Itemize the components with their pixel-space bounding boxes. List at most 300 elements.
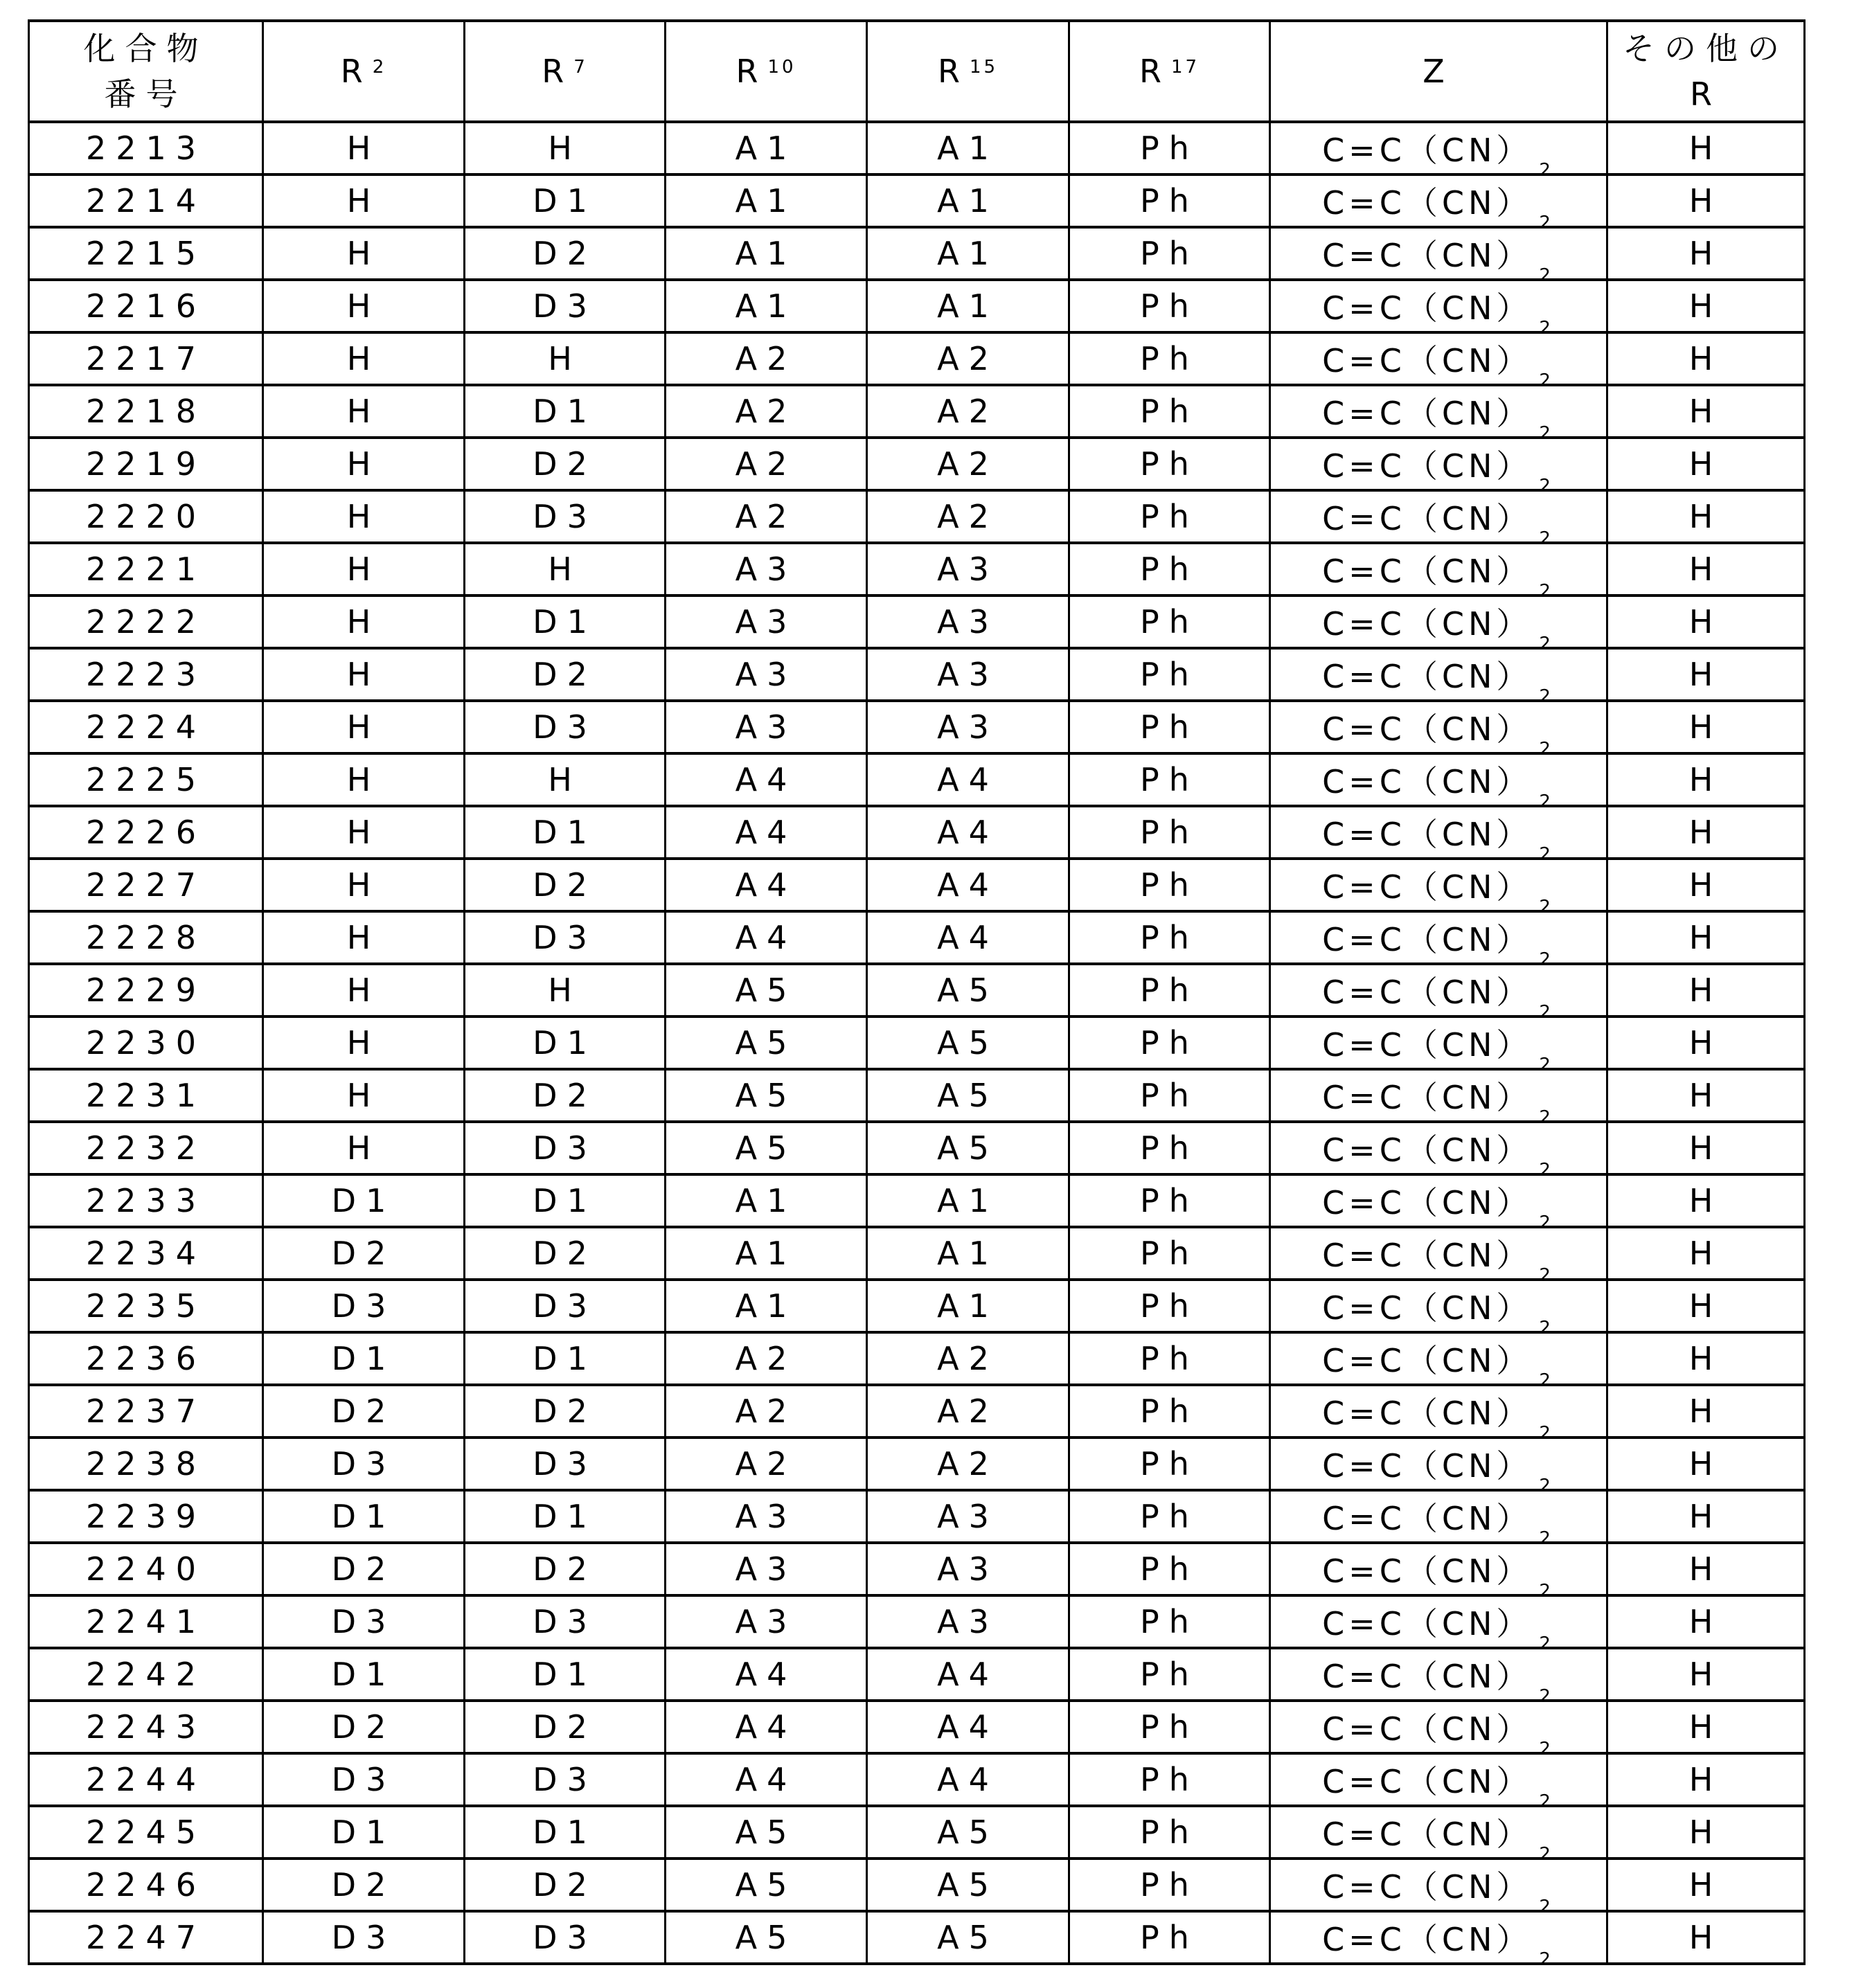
z-subscript: 2 [1539, 1949, 1555, 1970]
cell-r10: A1 [666, 1280, 867, 1332]
cell-compound-number: 2227 [29, 859, 263, 911]
cell-r15: A1 [867, 174, 1069, 227]
z-subscript: 2 [1539, 1002, 1555, 1023]
cell-other-r: H [1607, 1595, 1805, 1648]
cell-r17: Ph [1069, 543, 1270, 595]
cell-r17: Ph [1069, 227, 1270, 280]
z-main: C=C（CN） [1322, 921, 1532, 958]
cell-r10: A4 [666, 911, 867, 964]
cell-r17: Ph [1069, 701, 1270, 753]
cell-compound-number: 2225 [29, 753, 263, 806]
cell-z [1270, 1911, 1607, 1964]
cell-r17: Ph [1069, 1174, 1270, 1227]
cell-z [1270, 1753, 1607, 1806]
table-row [29, 438, 1805, 490]
header-other-r [1607, 21, 1805, 122]
cell-r7: D1 [465, 1174, 666, 1227]
cell-r2: D1 [263, 1648, 465, 1701]
cell-r17: Ph [1069, 1648, 1270, 1701]
cell-r10: A1 [666, 280, 867, 332]
cell-other-r: H [1607, 1017, 1805, 1069]
cell-r17: Ph [1069, 1280, 1270, 1332]
cell-z [1270, 1385, 1607, 1438]
header-line: その他の [1623, 30, 1789, 67]
cell-r10: A4 [666, 1701, 867, 1753]
table-row [29, 859, 1805, 911]
cell-r7: D1 [465, 174, 666, 227]
cell-compound-number: 2247 [29, 1911, 263, 1964]
cell-other-r: H [1607, 174, 1805, 227]
z-subscript: 2 [1539, 370, 1555, 391]
z-main: C=C（CN） [1322, 605, 1532, 643]
cell-compound-number: 2244 [29, 1753, 263, 1806]
z-subscript: 2 [1539, 791, 1555, 812]
cell-other-r: H [1607, 1332, 1805, 1385]
z-main: C=C（CN） [1322, 1184, 1532, 1221]
cell-r2: H [263, 701, 465, 753]
cell-r2: D2 [263, 1543, 465, 1595]
table-row [29, 1227, 1805, 1280]
z-subscript: 2 [1539, 949, 1555, 970]
z-main: C=C（CN） [1322, 553, 1532, 590]
cell-r15: A3 [867, 648, 1069, 701]
cell-r7: D3 [465, 1438, 666, 1490]
cell-other-r: H [1607, 1911, 1805, 1964]
table-row [29, 1017, 1805, 1069]
cell-r17: Ph [1069, 753, 1270, 806]
cell-other-r: H [1607, 438, 1805, 490]
cell-other-r: H [1607, 1122, 1805, 1174]
cell-r10: A1 [666, 174, 867, 227]
cell-r2: D3 [263, 1911, 465, 1964]
table-row [29, 1122, 1805, 1174]
cell-r17: Ph [1069, 332, 1270, 385]
cell-r15: A4 [867, 1648, 1069, 1701]
cell-z [1270, 280, 1607, 332]
cell-r7: D2 [465, 1543, 666, 1595]
cell-z [1270, 1859, 1607, 1911]
cell-z [1270, 595, 1607, 648]
cell-r15: A5 [867, 1069, 1069, 1122]
cell-compound-number: 2228 [29, 911, 263, 964]
cell-r2: H [263, 490, 465, 543]
cell-other-r: H [1607, 1174, 1805, 1227]
cell-r2: D1 [263, 1806, 465, 1859]
cell-r15: A2 [867, 1332, 1069, 1385]
cell-z [1270, 1227, 1607, 1280]
cell-r2: D1 [263, 1174, 465, 1227]
z-main: C=C（CN） [1322, 184, 1532, 222]
header-r2 [263, 21, 465, 122]
cell-r15: A4 [867, 1753, 1069, 1806]
cell-r7: H [465, 122, 666, 174]
cell-r17: Ph [1069, 1701, 1270, 1753]
cell-compound-number: 2242 [29, 1648, 263, 1701]
cell-r17: Ph [1069, 1753, 1270, 1806]
z-subscript: 2 [1539, 1791, 1555, 1812]
z-subscript: 2 [1539, 528, 1555, 549]
table-body [29, 122, 1805, 1964]
cell-r15: A3 [867, 1543, 1069, 1595]
z-subscript: 2 [1539, 1528, 1555, 1549]
z-main: C=C（CN） [1322, 447, 1532, 485]
cell-r10: A4 [666, 753, 867, 806]
header-line: 番号 [105, 75, 188, 113]
table-row [29, 1701, 1805, 1753]
cell-r15: A1 [867, 227, 1069, 280]
header-base: R [938, 53, 970, 90]
cell-compound-number: 2213 [29, 122, 263, 174]
z-main: C=C（CN） [1322, 132, 1532, 169]
cell-other-r: H [1607, 1280, 1805, 1332]
cell-compound-number: 2238 [29, 1438, 263, 1490]
cell-z [1270, 1017, 1607, 1069]
cell-r10: A3 [666, 595, 867, 648]
z-main: C=C（CN） [1322, 1921, 1532, 1958]
header-r7 [465, 21, 666, 122]
z-main: C=C（CN） [1322, 1447, 1532, 1485]
cell-r15: A3 [867, 595, 1069, 648]
z-subscript: 2 [1539, 1160, 1555, 1181]
table-row [29, 1385, 1805, 1438]
cell-other-r: H [1607, 1543, 1805, 1595]
cell-z [1270, 385, 1607, 438]
z-main: C=C（CN） [1322, 868, 1532, 906]
z-subscript: 2 [1539, 1897, 1555, 1917]
cell-r17: Ph [1069, 859, 1270, 911]
cell-r7: D2 [465, 1227, 666, 1280]
cell-other-r: H [1607, 595, 1805, 648]
cell-r2: D3 [263, 1595, 465, 1648]
table-row [29, 648, 1805, 701]
table-row [29, 227, 1805, 280]
table-row [29, 701, 1805, 753]
cell-r2: H [263, 438, 465, 490]
cell-r7: D1 [465, 1806, 666, 1859]
cell-r7: D2 [465, 1385, 666, 1438]
z-subscript: 2 [1539, 739, 1555, 760]
z-subscript: 2 [1539, 581, 1555, 602]
cell-r2: H [263, 648, 465, 701]
cell-r2: D2 [263, 1385, 465, 1438]
header-compound-number [29, 21, 263, 122]
table-row [29, 911, 1805, 964]
cell-r15: A3 [867, 1595, 1069, 1648]
cell-r2: H [263, 543, 465, 595]
cell-compound-number: 2237 [29, 1385, 263, 1438]
cell-r2: H [263, 753, 465, 806]
cell-r15: A4 [867, 859, 1069, 911]
cell-r10: A3 [666, 701, 867, 753]
table-row [29, 1332, 1805, 1385]
cell-r17: Ph [1069, 1385, 1270, 1438]
cell-compound-number: 2221 [29, 543, 263, 595]
cell-r17: Ph [1069, 806, 1270, 859]
cell-compound-number: 2224 [29, 701, 263, 753]
header-line: 化合物 [84, 30, 208, 67]
cell-r17: Ph [1069, 490, 1270, 543]
table-row [29, 1543, 1805, 1595]
cell-r17: Ph [1069, 1069, 1270, 1122]
table-row [29, 806, 1805, 859]
header-sup: 7 [573, 57, 588, 78]
cell-r17: Ph [1069, 122, 1270, 174]
cell-other-r: H [1607, 911, 1805, 964]
cell-r10: A4 [666, 1648, 867, 1701]
cell-z [1270, 1806, 1607, 1859]
z-subscript: 2 [1539, 1370, 1555, 1391]
header-base: R [542, 53, 573, 90]
header-base: R [736, 53, 767, 90]
table-row [29, 1280, 1805, 1332]
header-sup: 15 [970, 57, 998, 78]
cell-compound-number: 2236 [29, 1332, 263, 1385]
table-row [29, 1753, 1805, 1806]
cell-compound-number: 2245 [29, 1806, 263, 1859]
cell-compound-number: 2243 [29, 1701, 263, 1753]
cell-compound-number: 2232 [29, 1122, 263, 1174]
cell-r7: D1 [465, 1648, 666, 1701]
header-r10 [666, 21, 867, 122]
cell-compound-number: 2234 [29, 1227, 263, 1280]
z-main: C=C（CN） [1322, 1237, 1532, 1274]
cell-r10: A3 [666, 1490, 867, 1543]
cell-z [1270, 1122, 1607, 1174]
cell-compound-number: 2240 [29, 1543, 263, 1595]
cell-z [1270, 1543, 1607, 1595]
cell-other-r: H [1607, 332, 1805, 385]
z-subscript: 2 [1539, 634, 1555, 654]
cell-r17: Ph [1069, 1017, 1270, 1069]
cell-compound-number: 2220 [29, 490, 263, 543]
table-row [29, 1490, 1805, 1543]
cell-r15: A3 [867, 701, 1069, 753]
cell-r10: A3 [666, 648, 867, 701]
cell-compound-number: 2219 [29, 438, 263, 490]
cell-z [1270, 753, 1607, 806]
header-sup: 17 [1171, 57, 1200, 78]
cell-compound-number: 2217 [29, 332, 263, 385]
cell-r17: Ph [1069, 648, 1270, 701]
cell-r15: A1 [867, 122, 1069, 174]
cell-r17: Ph [1069, 1490, 1270, 1543]
table-row [29, 1806, 1805, 1859]
cell-r10: A1 [666, 1227, 867, 1280]
cell-r17: Ph [1069, 1122, 1270, 1174]
cell-r7: D2 [465, 1701, 666, 1753]
cell-other-r: H [1607, 122, 1805, 174]
z-subscript: 2 [1539, 1739, 1555, 1759]
cell-r7: D2 [465, 1859, 666, 1911]
cell-r7: D2 [465, 227, 666, 280]
cell-r15: A2 [867, 385, 1069, 438]
z-subscript: 2 [1539, 265, 1555, 286]
z-subscript: 2 [1539, 318, 1555, 339]
cell-r2: H [263, 911, 465, 964]
cell-other-r: H [1607, 227, 1805, 280]
cell-r10: A5 [666, 1911, 867, 1964]
cell-r2: H [263, 1069, 465, 1122]
cell-r17: Ph [1069, 1227, 1270, 1280]
table-row [29, 1859, 1805, 1911]
cell-z [1270, 701, 1607, 753]
cell-other-r: H [1607, 701, 1805, 753]
z-main: C=C（CN） [1322, 1289, 1532, 1327]
table-row [29, 1438, 1805, 1490]
cell-r7: D1 [465, 806, 666, 859]
cell-r10: A5 [666, 1122, 867, 1174]
cell-r15: A5 [867, 964, 1069, 1017]
cell-other-r: H [1607, 1806, 1805, 1859]
cell-z [1270, 1280, 1607, 1332]
cell-r2: D1 [263, 1490, 465, 1543]
cell-compound-number: 2233 [29, 1174, 263, 1227]
table-row [29, 1595, 1805, 1648]
cell-z [1270, 332, 1607, 385]
cell-r15: A5 [867, 1017, 1069, 1069]
z-main: C=C（CN） [1322, 289, 1532, 327]
table-row [29, 595, 1805, 648]
cell-r7: D1 [465, 1017, 666, 1069]
z-subscript: 2 [1539, 1265, 1555, 1286]
cell-r10: A2 [666, 490, 867, 543]
cell-r2: H [263, 595, 465, 648]
cell-r7: D3 [465, 1122, 666, 1174]
cell-r15: A2 [867, 1438, 1069, 1490]
cell-r7: D1 [465, 1490, 666, 1543]
cell-r7: D2 [465, 648, 666, 701]
cell-r17: Ph [1069, 1543, 1270, 1595]
cell-other-r: H [1607, 490, 1805, 543]
cell-compound-number: 2231 [29, 1069, 263, 1122]
cell-compound-number: 2246 [29, 1859, 263, 1911]
cell-r10: A5 [666, 1069, 867, 1122]
cell-r2: D2 [263, 1701, 465, 1753]
cell-r2: H [263, 859, 465, 911]
z-main: C=C（CN） [1322, 1816, 1532, 1853]
cell-z [1270, 1595, 1607, 1648]
z-subscript: 2 [1539, 1633, 1555, 1654]
table-row [29, 964, 1805, 1017]
cell-other-r: H [1607, 1385, 1805, 1438]
cell-compound-number: 2235 [29, 1280, 263, 1332]
z-main: C=C（CN） [1322, 1500, 1532, 1537]
cell-r10: A3 [666, 1543, 867, 1595]
cell-r7: H [465, 753, 666, 806]
cell-r15: A5 [867, 1122, 1069, 1174]
cell-r10: A4 [666, 1753, 867, 1806]
cell-r2: H [263, 332, 465, 385]
cell-other-r: H [1607, 648, 1805, 701]
cell-other-r: H [1607, 385, 1805, 438]
cell-r2: H [263, 1017, 465, 1069]
cell-r17: Ph [1069, 964, 1270, 1017]
cell-r10: A2 [666, 385, 867, 438]
header-z [1270, 21, 1607, 122]
cell-r7: D1 [465, 595, 666, 648]
z-main: C=C（CN） [1322, 1552, 1532, 1590]
cell-z [1270, 859, 1607, 911]
cell-other-r: H [1607, 753, 1805, 806]
cell-r15: A1 [867, 1280, 1069, 1332]
cell-r15: A2 [867, 1385, 1069, 1438]
cell-compound-number: 2239 [29, 1490, 263, 1543]
z-subscript: 2 [1539, 1055, 1555, 1075]
cell-r10: A4 [666, 806, 867, 859]
cell-r10: A5 [666, 1859, 867, 1911]
cell-other-r: H [1607, 806, 1805, 859]
cell-r10: A3 [666, 543, 867, 595]
cell-r7: D3 [465, 280, 666, 332]
cell-r2: H [263, 385, 465, 438]
table-row [29, 332, 1805, 385]
cell-r15: A3 [867, 1490, 1069, 1543]
compound-table [28, 19, 1806, 1965]
cell-z [1270, 227, 1607, 280]
cell-r17: Ph [1069, 1911, 1270, 1964]
cell-compound-number: 2230 [29, 1017, 263, 1069]
cell-z [1270, 1490, 1607, 1543]
z-subscript: 2 [1539, 1476, 1555, 1496]
cell-r17: Ph [1069, 1438, 1270, 1490]
cell-other-r: H [1607, 1753, 1805, 1806]
cell-compound-number: 2223 [29, 648, 263, 701]
cell-z [1270, 1438, 1607, 1490]
z-subscript: 2 [1539, 1318, 1555, 1338]
header-sup: 2 [373, 57, 387, 78]
z-main: C=C（CN） [1322, 1710, 1532, 1748]
z-subscript: 2 [1539, 213, 1555, 233]
cell-other-r: H [1607, 1648, 1805, 1701]
cell-r17: Ph [1069, 385, 1270, 438]
cell-r2: D3 [263, 1280, 465, 1332]
cell-r2: H [263, 227, 465, 280]
cell-r7: H [465, 332, 666, 385]
table-row [29, 543, 1805, 595]
table-row [29, 1648, 1805, 1701]
cell-r10: A5 [666, 1806, 867, 1859]
z-main: C=C（CN） [1322, 1342, 1532, 1379]
cell-r7: D2 [465, 438, 666, 490]
cell-z [1270, 1332, 1607, 1385]
table-row [29, 490, 1805, 543]
cell-r17: Ph [1069, 595, 1270, 648]
table-row [29, 122, 1805, 174]
table-row [29, 1174, 1805, 1227]
cell-compound-number: 2214 [29, 174, 263, 227]
z-main: C=C（CN） [1322, 1868, 1532, 1906]
z-main: C=C（CN） [1322, 1131, 1532, 1169]
cell-r2: H [263, 122, 465, 174]
cell-r10: A3 [666, 1595, 867, 1648]
cell-other-r: H [1607, 1701, 1805, 1753]
cell-r17: Ph [1069, 174, 1270, 227]
cell-z [1270, 964, 1607, 1017]
cell-z [1270, 1069, 1607, 1122]
cell-r2: D3 [263, 1753, 465, 1806]
cell-r15: A4 [867, 806, 1069, 859]
cell-r15: A5 [867, 1859, 1069, 1911]
table-row [29, 174, 1805, 227]
cell-r10: A1 [666, 122, 867, 174]
header-base: R [1139, 53, 1171, 90]
cell-r15: A2 [867, 332, 1069, 385]
cell-r10: A5 [666, 964, 867, 1017]
cell-r15: A1 [867, 280, 1069, 332]
cell-r17: Ph [1069, 1859, 1270, 1911]
z-subscript: 2 [1539, 1844, 1555, 1865]
cell-compound-number: 2216 [29, 280, 263, 332]
